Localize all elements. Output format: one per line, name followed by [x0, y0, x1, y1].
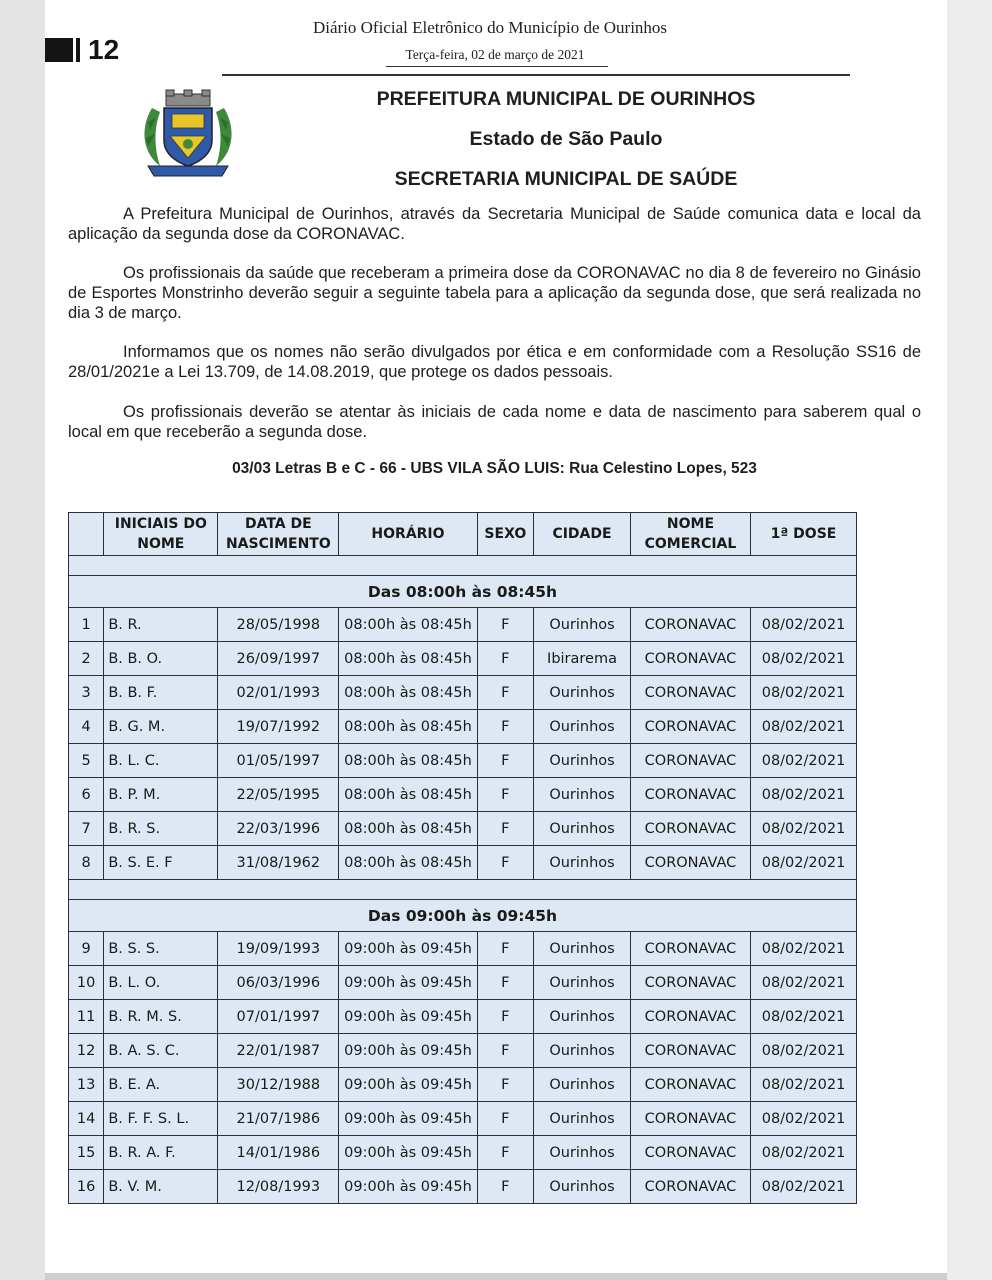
birth-date-cell: 22/05/1995: [218, 778, 339, 812]
table-row: [69, 1136, 857, 1170]
paragraph: Informamos que os nomes não serão divulgados por ética e em conformidade com a Resolução SS16 de 28/01/2021e a Lei 13.709, de 14.08.2019, que protege os dados pessoais.: [68, 343, 921, 381]
time-slot-cell: 08:00h às 08:45h: [339, 778, 477, 812]
time-slot-cell: 08:00h às 08:45h: [339, 846, 477, 880]
table-row: [69, 744, 857, 778]
sex-cell: F: [477, 966, 534, 1000]
page-number: 12: [88, 34, 120, 65]
row-number-cell: 15: [69, 1136, 104, 1170]
first-dose-date-cell: 08/02/2021: [751, 1034, 857, 1068]
row-number-cell: 12: [69, 1034, 104, 1068]
brand-name-cell: CORONAVAC: [630, 1136, 750, 1170]
first-dose-date-cell: 08/02/2021: [751, 676, 857, 710]
initials-cell: B. G. M.: [104, 710, 218, 744]
initials-cell: B. S. E. F: [104, 846, 218, 880]
brand-name-cell: CORONAVAC: [630, 966, 750, 1000]
first-dose-date-cell: 08/02/2021: [751, 1170, 857, 1204]
city-cell: Ibirarema: [534, 642, 631, 676]
table-row: [69, 608, 857, 642]
table-spacer-row: [69, 880, 857, 900]
header-initials: [104, 513, 218, 556]
brand-name-cell: CORONAVAC: [630, 642, 750, 676]
row-number-cell: 10: [69, 966, 104, 1000]
city-cell: Ourinhos: [534, 812, 631, 846]
initials-cell: B. B. O.: [104, 642, 218, 676]
brand-name-cell: CORONAVAC: [630, 1170, 750, 1204]
initials-cell: B. A. S. C.: [104, 1034, 218, 1068]
sex-cell: F: [477, 1068, 534, 1102]
brand-name-cell: CORONAVAC: [630, 1068, 750, 1102]
sex-cell: F: [477, 744, 534, 778]
brand-name-cell: CORONAVAC: [630, 1000, 750, 1034]
initials-cell: B. S. S.: [104, 932, 218, 966]
row-number-cell: 4: [69, 710, 104, 744]
time-slot-cell: 08:00h às 08:45h: [339, 642, 477, 676]
viewer-background: [947, 0, 992, 1280]
birth-date-cell: 22/01/1987: [218, 1034, 339, 1068]
city-cell: Ourinhos: [534, 1170, 631, 1204]
initials-cell: B. R. S.: [104, 812, 218, 846]
table-row: [69, 932, 857, 966]
birth-date-cell: 30/12/1988: [218, 1068, 339, 1102]
table-row: [69, 812, 857, 846]
city-cell: Ourinhos: [534, 778, 631, 812]
city-cell: Ourinhos: [534, 710, 631, 744]
first-dose-date-cell: 08/02/2021: [751, 846, 857, 880]
table-row: [69, 1034, 857, 1068]
sex-cell: F: [477, 846, 534, 880]
row-number-cell: 13: [69, 1068, 104, 1102]
header-number: [69, 513, 104, 556]
sex-cell: F: [477, 676, 534, 710]
first-dose-date-cell: 08/02/2021: [751, 932, 857, 966]
birth-date-cell: 28/05/1998: [218, 608, 339, 642]
birth-date-cell: 21/07/1986: [218, 1102, 339, 1136]
journal-title: Diário Oficial Eletrônico do Município de Ourinhos: [312, 18, 668, 37]
table-row: [69, 1102, 857, 1136]
brand-name-cell: CORONAVAC: [630, 1102, 750, 1136]
paragraph: A Prefeitura Municipal de Ourinhos, através da Secretaria Municipal de Saúde comunica data e local da aplicação da segunda dose da CORONAVAC.: [68, 205, 921, 243]
row-number-cell: 7: [69, 812, 104, 846]
brand-name-cell: CORONAVAC: [630, 744, 750, 778]
header-brand-label: NOME COMERCIAL: [644, 516, 737, 552]
table-header-row: [69, 513, 857, 556]
initials-cell: B. P. M.: [104, 778, 218, 812]
time-slot-cell: 09:00h às 09:45h: [339, 1000, 477, 1034]
table-row: [69, 642, 857, 676]
time-slot-cell: 09:00h às 09:45h: [339, 966, 477, 1000]
sex-cell: F: [477, 608, 534, 642]
table-row: [69, 676, 857, 710]
heading-prefeitura: PREFEITURA MUNICIPAL DE OURINHOS: [376, 88, 756, 110]
brand-name-cell: CORONAVAC: [630, 676, 750, 710]
city-cell: Ourinhos: [534, 1068, 631, 1102]
brand-name-cell: CORONAVAC: [630, 710, 750, 744]
header-brand: [630, 513, 750, 556]
time-slot-cell: 08:00h às 08:45h: [339, 812, 477, 846]
first-dose-date-cell: 08/02/2021: [751, 966, 857, 1000]
spacer-cell: [69, 556, 857, 576]
paragraph: Os profissionais deverão se atentar às iniciais de cada nome e data de nascimento para saberem qual o local em que receberão a segunda dose.: [68, 403, 921, 441]
time-group-title: Das 09:00h às 09:45h: [69, 900, 857, 932]
table-row: [69, 778, 857, 812]
row-number-cell: 9: [69, 932, 104, 966]
table-row: [69, 846, 857, 880]
row-number-cell: 1: [69, 608, 104, 642]
time-slot-cell: 09:00h às 09:45h: [339, 932, 477, 966]
birth-date-cell: 01/05/1997: [218, 744, 339, 778]
birth-date-cell: 07/01/1997: [218, 1000, 339, 1034]
row-number-cell: 6: [69, 778, 104, 812]
time-slot-cell: 08:00h às 08:45h: [339, 710, 477, 744]
row-number-cell: 11: [69, 1000, 104, 1034]
initials-cell: B. B. F.: [104, 676, 218, 710]
city-cell: Ourinhos: [534, 608, 631, 642]
header-sex: SEXO: [477, 513, 534, 556]
sex-cell: F: [477, 1000, 534, 1034]
time-slot-cell: 09:00h às 09:45h: [339, 1068, 477, 1102]
time-slot-cell: 09:00h às 09:45h: [339, 1034, 477, 1068]
city-cell: Ourinhos: [534, 744, 631, 778]
birth-date-cell: 22/03/1996: [218, 812, 339, 846]
sex-cell: F: [477, 1170, 534, 1204]
initials-cell: B. R.: [104, 608, 218, 642]
city-cell: Ourinhos: [534, 1102, 631, 1136]
time-group-title: Das 08:00h às 08:45h: [69, 576, 857, 608]
table-row: [69, 1170, 857, 1204]
header-divider-long: [222, 74, 850, 76]
vaccination-schedule-table: [68, 512, 857, 1204]
first-dose-date-cell: 08/02/2021: [751, 778, 857, 812]
sex-cell: F: [477, 642, 534, 676]
birth-date-cell: 02/01/1993: [218, 676, 339, 710]
brand-name-cell: CORONAVAC: [630, 778, 750, 812]
first-dose-date-cell: 08/02/2021: [751, 1068, 857, 1102]
birth-date-cell: 19/09/1993: [218, 932, 339, 966]
table-row: [69, 1068, 857, 1102]
journal-date: Terça-feira, 02 de março de 2021: [405, 47, 585, 62]
header-birth-date-label: DATA DE NASCIMENTO: [225, 516, 331, 552]
time-slot-cell: 09:00h às 09:45h: [339, 1136, 477, 1170]
sex-cell: F: [477, 932, 534, 966]
header-divider-short: [386, 66, 608, 67]
birth-date-cell: 14/01/1986: [218, 1136, 339, 1170]
birth-date-cell: 26/09/1997: [218, 642, 339, 676]
brand-name-cell: CORONAVAC: [630, 846, 750, 880]
sex-cell: F: [477, 778, 534, 812]
header-birth-date: [218, 513, 339, 556]
header-first-dose: 1ª DOSE: [751, 513, 857, 556]
initials-cell: B. V. M.: [104, 1170, 218, 1204]
time-slot-cell: 08:00h às 08:45h: [339, 676, 477, 710]
sex-cell: F: [477, 1136, 534, 1170]
row-number-cell: 14: [69, 1102, 104, 1136]
time-group-row: [69, 900, 857, 932]
time-slot-cell: 09:00h às 09:45h: [339, 1170, 477, 1204]
city-cell: Ourinhos: [534, 966, 631, 1000]
initials-cell: B. E. A.: [104, 1068, 218, 1102]
first-dose-date-cell: 08/02/2021: [751, 608, 857, 642]
first-dose-date-cell: 08/02/2021: [751, 642, 857, 676]
table-row: [69, 1000, 857, 1034]
birth-date-cell: 06/03/1996: [218, 966, 339, 1000]
row-number-cell: 2: [69, 642, 104, 676]
city-cell: Ourinhos: [534, 1136, 631, 1170]
spacer-cell: [69, 880, 857, 900]
sex-cell: F: [477, 1034, 534, 1068]
time-slot-cell: 08:00h às 08:45h: [339, 608, 477, 642]
city-crest-icon: [138, 88, 238, 183]
heading-secretaria: SECRETARIA MUNICIPAL DE SAÚDE: [394, 168, 738, 190]
first-dose-date-cell: 08/02/2021: [751, 1136, 857, 1170]
table-row: [69, 710, 857, 744]
row-number-cell: 3: [69, 676, 104, 710]
time-group-row: [69, 576, 857, 608]
table-row: [69, 966, 857, 1000]
brand-name-cell: CORONAVAC: [630, 608, 750, 642]
time-slot-cell: 09:00h às 09:45h: [339, 1102, 477, 1136]
city-cell: Ourinhos: [534, 676, 631, 710]
brand-name-cell: CORONAVAC: [630, 1034, 750, 1068]
first-dose-date-cell: 08/02/2021: [751, 710, 857, 744]
paragraph: Os profissionais da saúde que receberam a primeira dose da CORONAVAC no dia 8 de fevereiro no Ginásio de Esportes Monstrinho deverão seguir a seguinte tabela para a aplicação da segunda dose, que será realizada no dia 3 de março.: [68, 264, 921, 322]
time-slot-cell: 08:00h às 08:45h: [339, 744, 477, 778]
first-dose-date-cell: 08/02/2021: [751, 1102, 857, 1136]
brand-name-cell: CORONAVAC: [630, 932, 750, 966]
sex-cell: F: [477, 710, 534, 744]
header-initials-label: INICIAIS DO NOME: [114, 516, 207, 552]
table-spacer-row: [69, 556, 857, 576]
initials-cell: B. F. F. S. L.: [104, 1102, 218, 1136]
header-city: CIDADE: [534, 513, 631, 556]
birth-date-cell: 31/08/1962: [218, 846, 339, 880]
initials-cell: B. R. A. F.: [104, 1136, 218, 1170]
first-dose-date-cell: 08/02/2021: [751, 744, 857, 778]
page-number-marker: [45, 38, 73, 62]
header-time: HORÁRIO: [339, 513, 477, 556]
row-number-cell: 16: [69, 1170, 104, 1204]
sex-cell: F: [477, 812, 534, 846]
location-line: 03/03 Letras B e C - 66 - UBS VILA SÃO LUIS: Rua Celestino Lopes, 523: [232, 460, 757, 477]
page-bottom-edge: [45, 1273, 947, 1280]
city-cell: Ourinhos: [534, 846, 631, 880]
birth-date-cell: 19/07/1992: [218, 710, 339, 744]
first-dose-date-cell: 08/02/2021: [751, 812, 857, 846]
initials-cell: B. L. O.: [104, 966, 218, 1000]
city-cell: Ourinhos: [534, 1000, 631, 1034]
first-dose-date-cell: 08/02/2021: [751, 1000, 857, 1034]
sex-cell: F: [477, 1102, 534, 1136]
initials-cell: B. L. C.: [104, 744, 218, 778]
birth-date-cell: 12/08/1993: [218, 1170, 339, 1204]
brand-name-cell: CORONAVAC: [630, 812, 750, 846]
initials-cell: B. R. M. S.: [104, 1000, 218, 1034]
heading-estado: Estado de São Paulo: [469, 128, 663, 150]
city-cell: Ourinhos: [534, 932, 631, 966]
page-number-divider: [76, 38, 80, 62]
row-number-cell: 5: [69, 744, 104, 778]
city-cell: Ourinhos: [534, 1034, 631, 1068]
row-number-cell: 8: [69, 846, 104, 880]
